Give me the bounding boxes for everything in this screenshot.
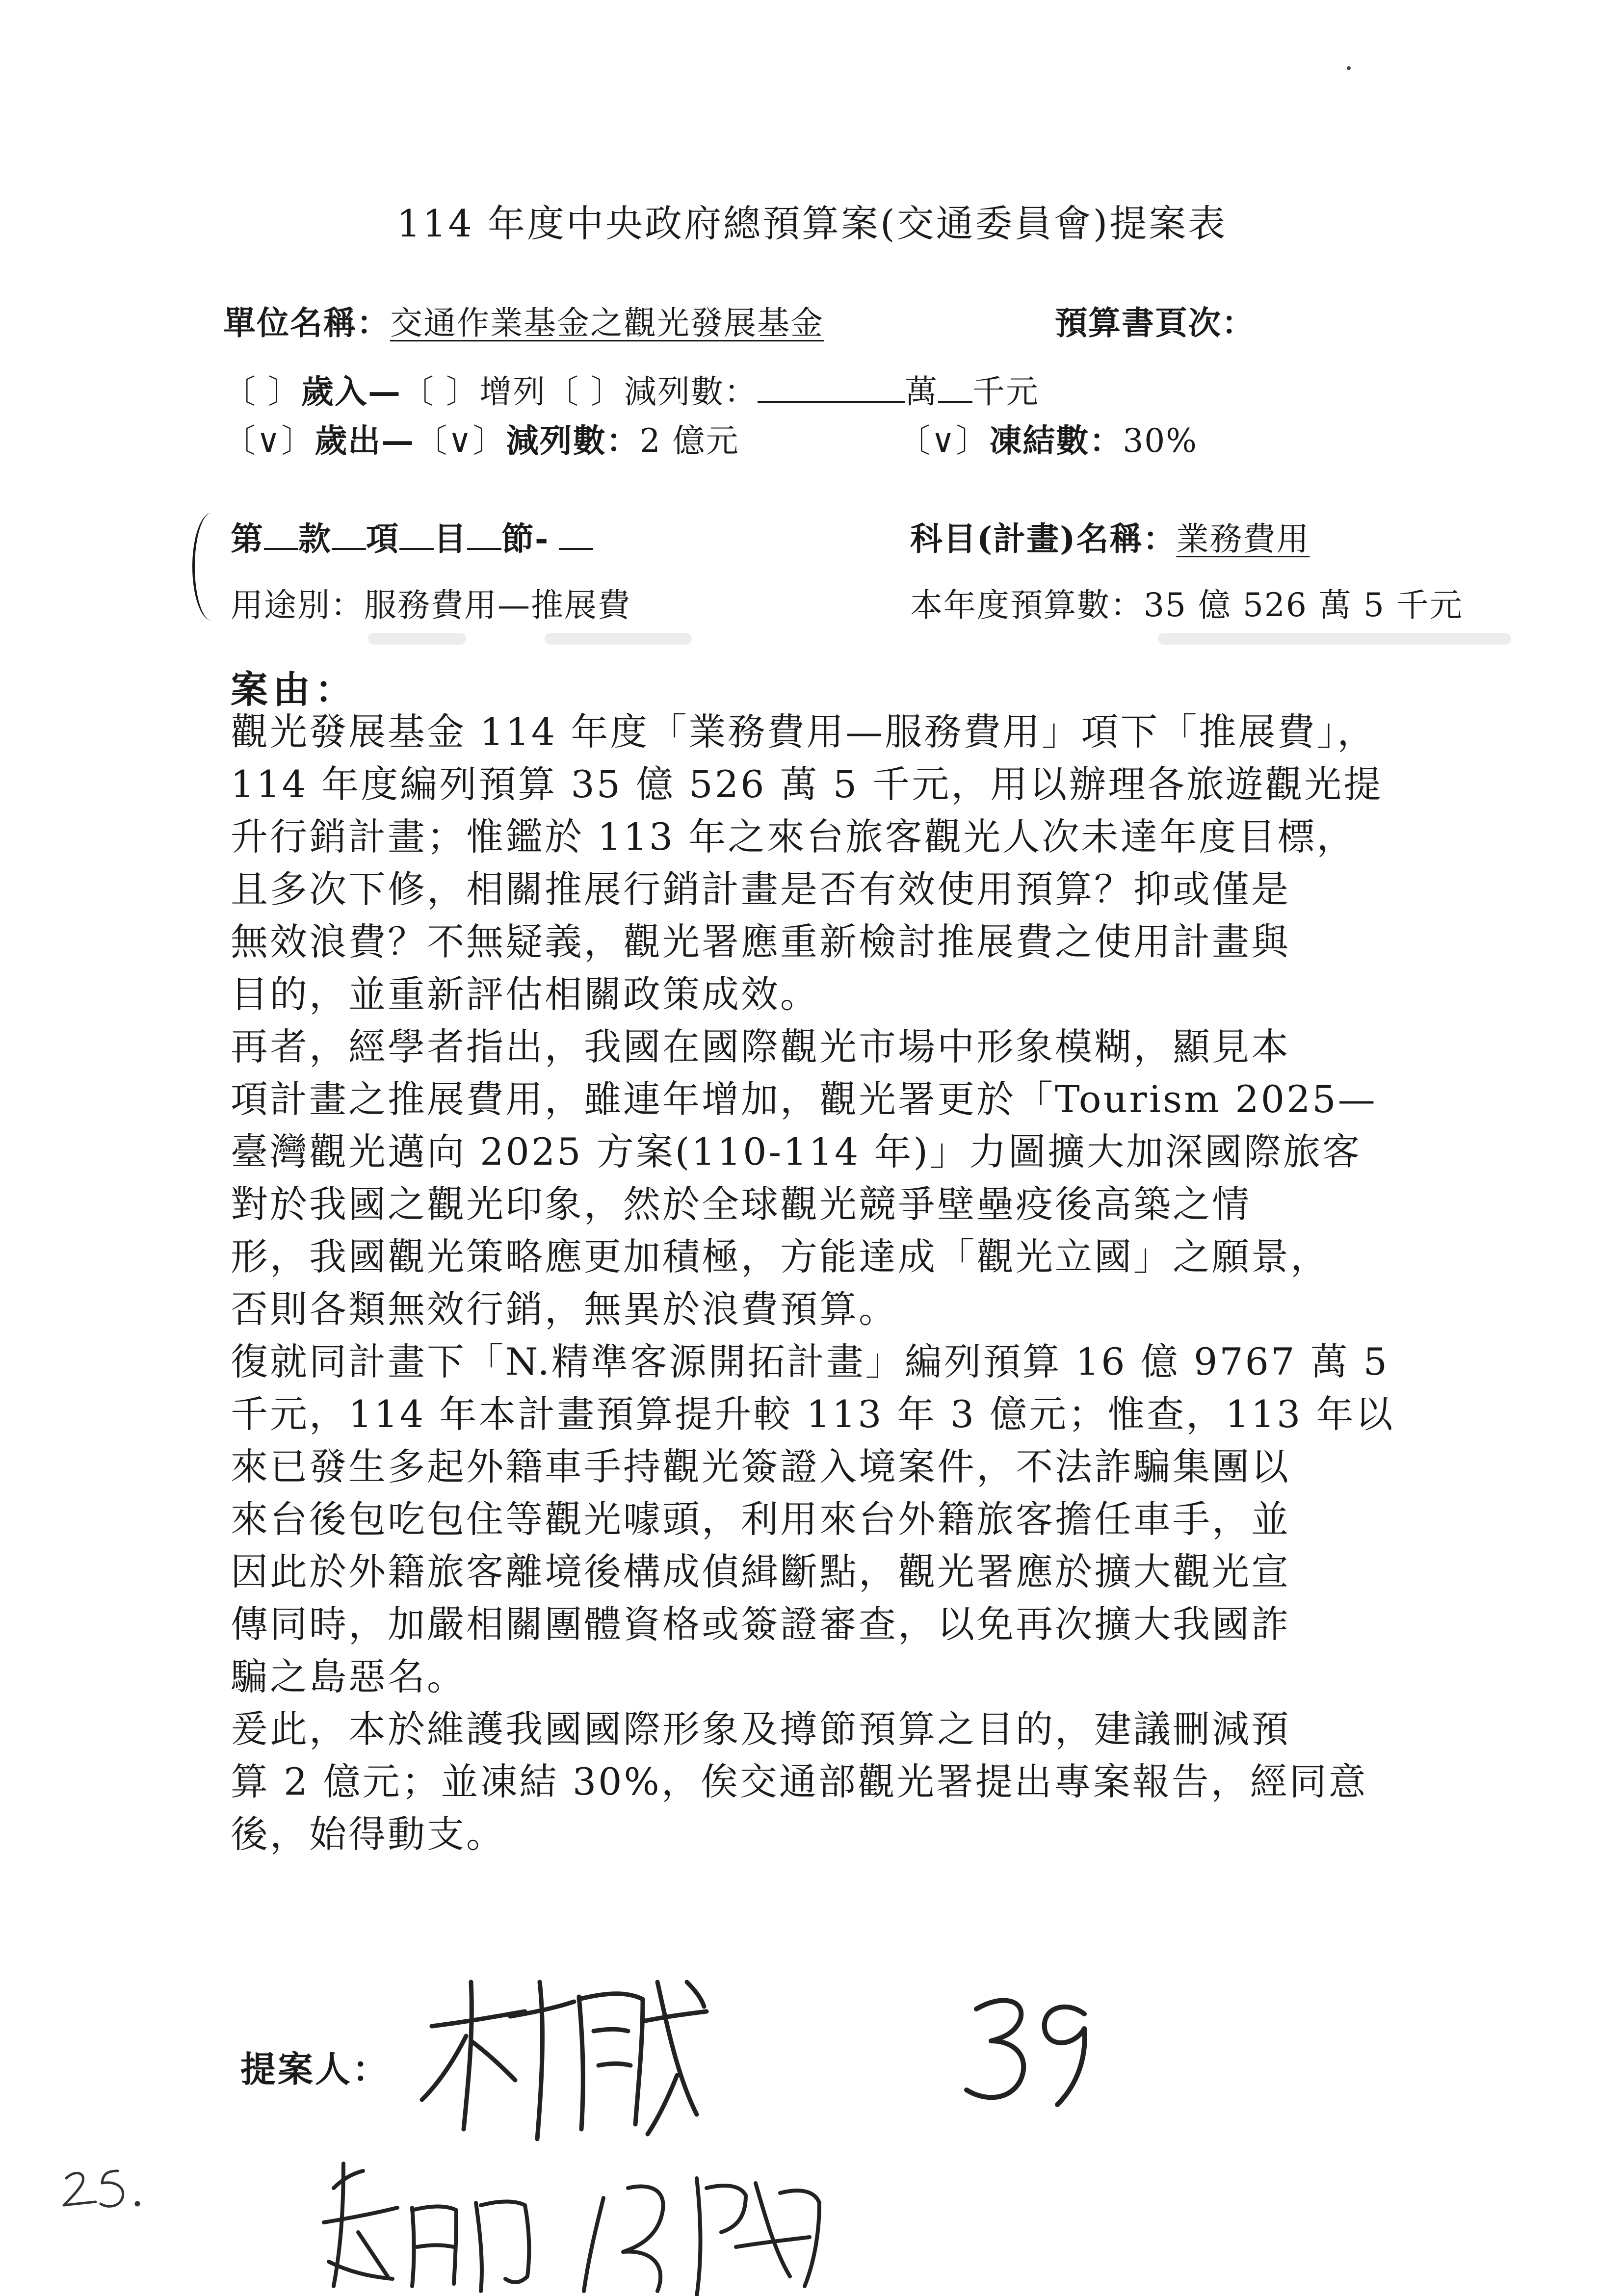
paragraph-1 — [231, 705, 1457, 1020]
paragraph-line: 傳同時，加嚴相關團體資格或簽證審查，以免再次擴大我國詐 — [231, 1602, 1290, 1646]
paragraph-line: 算 2 億元；並凍結 30%，俟交通部觀光署提出專案報告，經同意 — [231, 1760, 1368, 1803]
paragraph-line: 對於我國之觀光印象，然於全球觀光競爭壁壘疫後高築之情 — [231, 1182, 1251, 1226]
blank-di — [264, 516, 298, 550]
paragraph-line: 來台後包吃包住等觀光噱頭，利用來台外籍旅客擔任車手，並 — [231, 1497, 1290, 1541]
subject-value: 業務費用 — [1176, 520, 1310, 558]
section-jie: 節- — [501, 520, 550, 558]
freeze-checkbox: 〔∨〕 — [898, 422, 990, 460]
reduction-label: 減列數： — [506, 421, 640, 460]
paragraph-line: 觀光發展基金 114 年度「業務費用—服務費用」項下「推展費」， — [231, 710, 1377, 754]
paragraph-line: 否則各類無效行銷，無異於浪費預算。 — [231, 1287, 898, 1331]
paragraph-line: 無效浪費？不無疑義，觀光署應重新檢討推展費之使用計畫與 — [231, 920, 1290, 964]
section-kuan: 款 — [298, 520, 332, 558]
blank-jie — [559, 516, 593, 550]
section-brace — [192, 513, 214, 621]
section-line — [231, 513, 593, 559]
unit-label: 單位名稱： — [223, 304, 390, 342]
margin-note — [59, 2159, 147, 2218]
expense-checkbox: 〔∨〕 — [223, 422, 315, 460]
blank-kuan — [332, 516, 366, 550]
unit-qian: 千元 — [972, 373, 1039, 411]
paragraph-line: 爰此，本於維護我國國際形象及撙節預算之目的，建議刪減預 — [231, 1707, 1290, 1751]
freeze-group — [898, 415, 1198, 461]
paragraph-line: 來已發生多起外籍車手持觀光簽證入境案件，不法詐騙集團以 — [231, 1445, 1290, 1488]
paragraph-line: 形，我國觀光策略應更加積極，方能達成「觀光立國」之願景， — [231, 1235, 1330, 1278]
decrease-label: 減列數： — [624, 373, 758, 411]
budget-page-label: 預算書頁次： — [1055, 304, 1255, 342]
revenue-checkbox: 〔 〕 — [223, 373, 301, 411]
unit-value: 交通作業基金之觀光發展基金 — [390, 304, 824, 342]
freeze-label: 凍結數： — [989, 421, 1123, 460]
subject-label: 科目(計畫)名稱： — [910, 520, 1177, 558]
unit-wan: 萬 — [904, 373, 938, 411]
paragraph-line: 114 年度編列預算 35 億 526 萬 5 千元，用以辦理各旅遊觀光提 — [231, 762, 1383, 806]
paragraph-line: 後，始得動支。 — [231, 1812, 505, 1856]
section-mu: 目 — [434, 520, 467, 558]
reduction-value: 2 億元 — [639, 422, 739, 460]
blank-mu — [467, 516, 501, 550]
increase-checkbox: 〔 〕 — [401, 373, 479, 411]
revenue-line — [223, 365, 1039, 412]
expense-label: 歲出— — [314, 421, 415, 460]
unit-row — [223, 297, 824, 343]
freeze-value: 30% — [1123, 422, 1198, 460]
signature-cosigners — [314, 2149, 952, 2296]
paragraph-line: 騙之島惡名。 — [231, 1655, 466, 1698]
revenue-label: 歲入— — [301, 372, 401, 411]
section-xiang: 項 — [366, 520, 399, 558]
expense-line — [223, 415, 739, 461]
paragraph-line: 復就同計畫下「N.精準客源開拓計畫」編列預算 16 億 9767 萬 5 — [231, 1340, 1389, 1383]
document-title: 114 年度中央政府總預算案(交通委員會)提案表 — [396, 202, 1228, 245]
decrease-checkbox: 〔 〕 — [546, 373, 624, 411]
signature-proposer — [412, 1953, 716, 2159]
blank-amount — [758, 368, 905, 403]
scan-smudge — [1158, 633, 1511, 645]
blank-xiang — [399, 516, 434, 550]
scan-speck — [1347, 66, 1351, 70]
paragraph-line: 千元，114 年本計畫預算提升較 113 年 3 億元；惟查，113 年以 — [231, 1392, 1395, 1436]
paragraph-4 — [231, 1703, 1457, 1860]
paragraph-line: 且多次下修，相關推展行銷計畫是否有效使用預算？抑或僅是 — [231, 867, 1290, 911]
paragraph-line: 因此於外籍旅客離境後構成偵緝斷點，觀光署應於擴大觀光宣 — [231, 1550, 1290, 1593]
budget-amount-line: 本年度預算數：35 億 526 萬 5 千元 — [910, 586, 1463, 624]
scan-smudge — [368, 633, 466, 645]
reduction-checkbox: 〔∨〕 — [415, 422, 506, 460]
paragraph-line: 臺灣觀光邁向 2025 方案(110-114 年)」力圖擴大加深國際旅客 — [231, 1130, 1362, 1174]
subject-row — [910, 513, 1310, 559]
usage-line: 用途別：服務費用—推展費 — [231, 586, 631, 624]
proposer-label: 提案人： — [240, 2048, 390, 2090]
handwritten-number — [957, 1984, 1104, 2112]
paragraph-line: 項計畫之推展費用，雖連年增加，觀光署更於「Tourism 2025— — [231, 1077, 1377, 1121]
reason-heading: 案由： — [231, 668, 357, 711]
scan-smudge — [545, 633, 692, 645]
paragraph-line: 目的，並重新評估相關政策成效。 — [231, 972, 819, 1016]
paragraph-3 — [231, 1335, 1457, 1703]
blank-qian — [938, 368, 972, 403]
paragraph-line: 升行銷計畫；惟鑑於 113 年之來台旅客觀光人次未達年度目標， — [231, 815, 1356, 859]
paragraph-line: 再者，經學者指出，我國在國際觀光市場中形象模糊，顯見本 — [231, 1025, 1290, 1069]
paragraph-2 — [231, 1020, 1457, 1335]
section-di: 第 — [231, 520, 264, 558]
increase-label: 增列 — [479, 373, 546, 411]
